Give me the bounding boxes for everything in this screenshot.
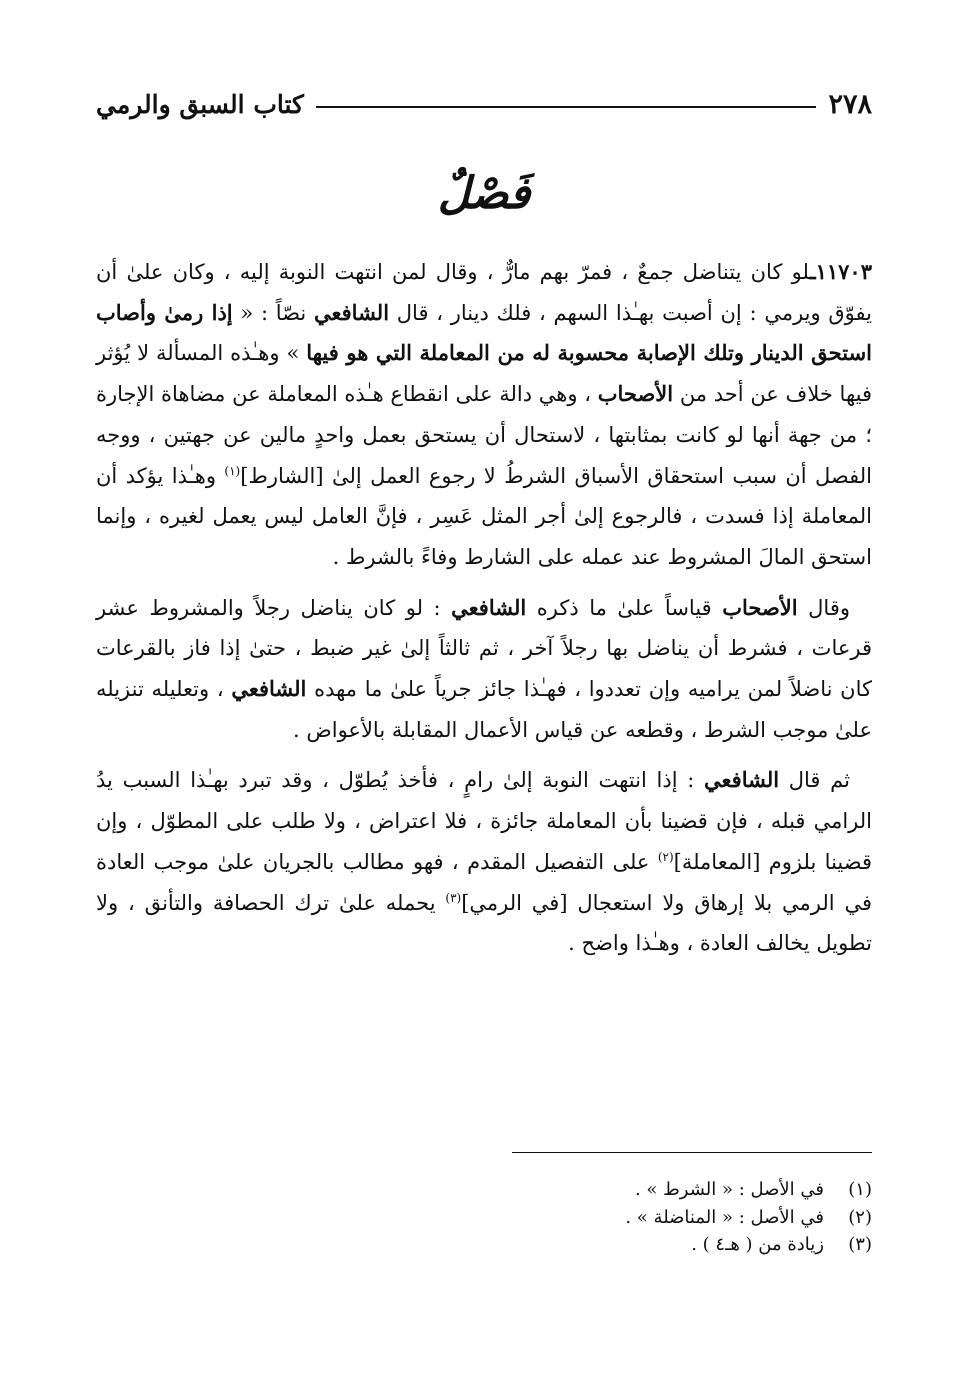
footnote	[96, 1204, 872, 1232]
page-number: ٢٧٨	[828, 88, 872, 120]
section-heading	[96, 158, 872, 228]
footnote-ref: (٣)	[445, 890, 462, 905]
footnotes	[96, 1176, 872, 1259]
footnote-ref: (٢)	[657, 849, 674, 864]
paragraph	[96, 760, 872, 964]
text-run: نصّاً : «	[232, 300, 314, 325]
book-title: كتاب السبق والرمي	[96, 89, 304, 119]
bold-term: الأصحاب	[722, 594, 798, 620]
footnote-rule	[512, 1152, 872, 1153]
text-run: وهـٰذا يؤكد أن المعاملة إذا فسدت ، فالرجوع إلىٰ أجر المثل عَسِر ، فإنَّ العامل ليس يعمل لغيره ، وإنما استحق المالَ المشروط عند عمله على الشارط وفاءً بالشرط .	[96, 463, 872, 569]
footnote	[96, 1231, 872, 1259]
text-run: قياساً علىٰ ما ذكره	[526, 595, 723, 620]
book-page	[96, 0, 872, 1392]
text-run: على التفصيل المقدم ، فهو مطالب بالجريان علىٰ موجب العادة في الرمي بلا إرهاق ولا استعجال [في الرمي]	[96, 849, 872, 915]
running-header	[96, 84, 872, 124]
text-run: : لو كان يناضل رجلاً والمشروط عشر قرعات ، فشرط أن يناضل بها رجلاً آخر ، ثم ثالثاً إلىٰ غير ضبط ، حتىٰ إذا فاز بالقرعات كان ناضلاً لمن يراميه وإن تعددوا ، فهـٰذا جائز جرياً علىٰ ما مهده	[96, 595, 872, 702]
text-run: ، وهي دالة على انقطاع هـٰذه المعاملة عن مضاهاة الإجارة ؛ من جهة أنها لو كانت بمثابتها ، لاستحال أن يستحق بعمل واحدٍ مالين عن جهتين ، ووجه الفصل أن سبب استحقاق الأسباق الشرطُ لا رجوع العمل إلىٰ [الشارط]	[96, 382, 872, 488]
body-text	[96, 252, 872, 974]
footnote-ref: (١)	[224, 463, 241, 478]
bold-term: الشافعي	[231, 676, 307, 702]
text-run: ثم قال	[779, 768, 850, 793]
header-rule	[316, 106, 817, 108]
text-run: ، وتعليله تنزيله علىٰ موجب الشرط ، وقطعه عن قياس الأعمال المقابلة بالأعواض .	[96, 677, 872, 742]
text-run: يحمله علىٰ ترك الحصافة والتأنق ، ولا تطويل يخالف العادة ، وهـٰذا واضح .	[96, 890, 872, 956]
paragraph-number: ١١٧٠٣ـ	[809, 259, 872, 284]
footnote-number: (٢)	[848, 1206, 872, 1228]
footnote-text: زيادة من ( هـ٤ ) .	[691, 1234, 824, 1255]
footnote-number: (٣)	[848, 1234, 872, 1255]
bold-term: الأصحاب	[597, 381, 674, 407]
text-run: » وهـٰذه المسألة لا يُؤثر فيها خلاف عن أحد من	[96, 341, 873, 407]
footnote-text: في الأصل : « المناضلة » .	[625, 1206, 824, 1228]
footnote-number: (١)	[848, 1179, 872, 1200]
paragraph	[96, 252, 872, 578]
bold-term: الشافعي	[704, 767, 780, 793]
bold-term: إذا رمىٰ وأصاب استحق الدينار وتلك الإصابة محسوبة له من المعاملة التي هو فيها	[96, 299, 872, 366]
paragraph	[96, 588, 872, 751]
footnote-text: في الأصل : « الشرط » .	[634, 1179, 824, 1200]
text-run: وقال	[797, 595, 851, 620]
text-run: لو كان يتناضل جمعٌ ، فمرّ بهم مارٌّ ، وقال لمن انتهت النوبة إليه ، وكان علىٰ أن يفوّق ويرمي : إن أصبت بهـٰذا السهم ، فلك دينار ، قال	[96, 260, 872, 325]
bold-term: الشافعي	[314, 299, 390, 325]
footnote	[96, 1176, 872, 1204]
section-heading-text: فَصْلٌ	[437, 167, 531, 219]
bold-term: الشافعي	[451, 594, 527, 620]
text-run: : إذا انتهت النوبة إلىٰ رامٍ ، فأخذ يُطوّل ، وقد تبرد بهـٰذا السبب يدُ الرامي قبله ، فإن قضينا بأن المعاملة جائزة ، فلا اعتراض ، ولا طلب على المطوّل ، وإن قضينا بلزوم [المعاملة]	[96, 768, 872, 874]
